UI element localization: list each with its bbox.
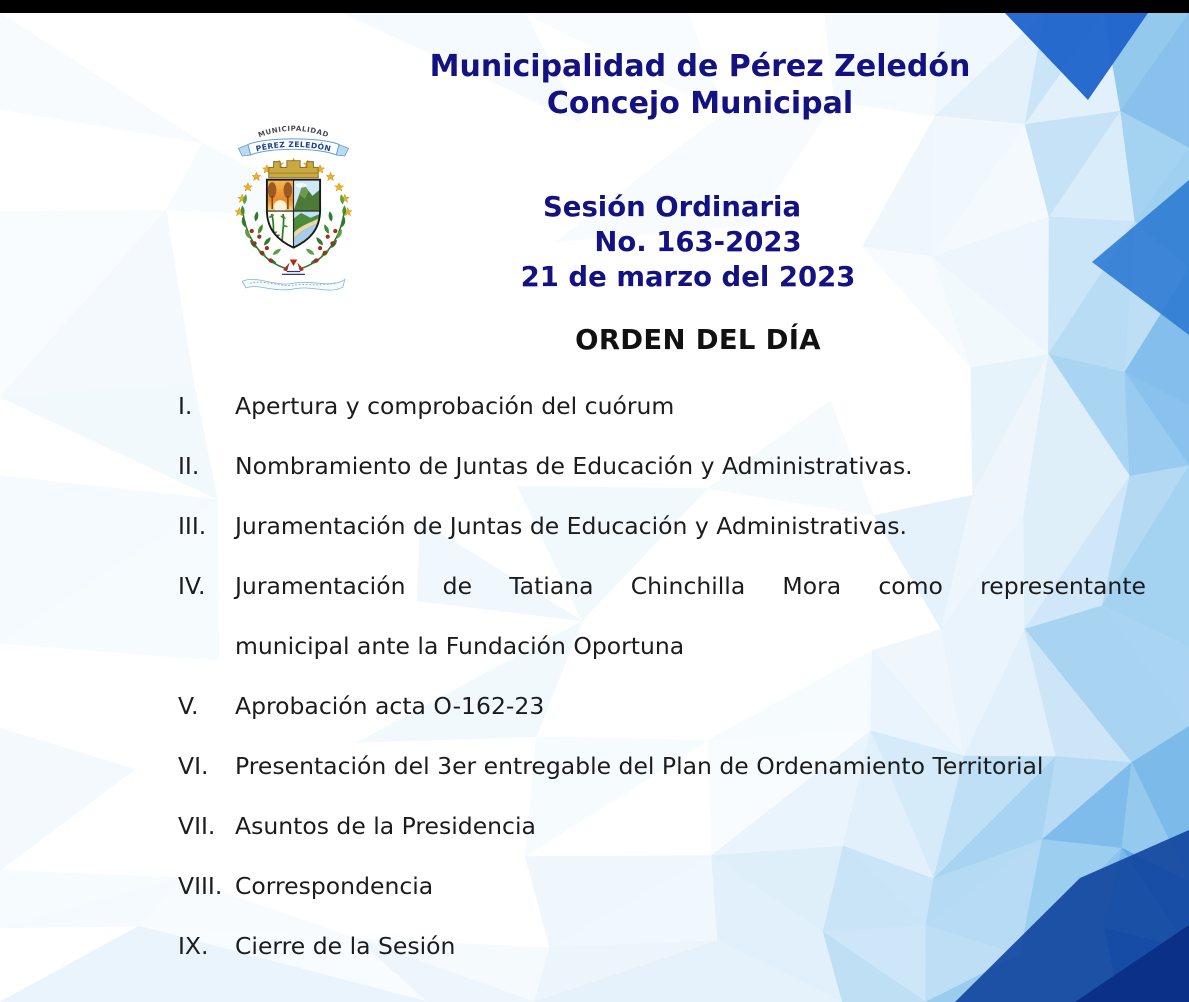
session-number: No. 163-2023 xyxy=(594,226,802,258)
session-type: Sesión Ordinaria xyxy=(542,191,802,223)
agenda-item-3 xyxy=(178,496,1146,556)
document-title xyxy=(255,48,1145,122)
item-numeral: IX. xyxy=(178,932,209,960)
item-numeral: V. xyxy=(178,692,199,720)
agenda-item-6 xyxy=(178,736,1146,796)
title-line-1: Municipalidad de Pérez Zeledón xyxy=(429,49,971,84)
agenda-item-5 xyxy=(178,676,1146,736)
agenda-item-2 xyxy=(178,436,1146,496)
agenda-item-1 xyxy=(178,376,1146,436)
agenda-item-8 xyxy=(178,856,1146,916)
item-numeral: II. xyxy=(178,452,200,480)
item-text: Asuntos de la Presidencia xyxy=(235,812,536,840)
mural-crown-icon xyxy=(269,161,318,178)
logo-top-arched-text: MUNICIPALIDAD xyxy=(256,123,331,140)
item-numeral: IV. xyxy=(178,572,206,600)
item-text: Nombramiento de Juntas de Educación y Administrativas. xyxy=(235,452,913,480)
session-date: 21 de marzo del 2023 xyxy=(520,261,856,293)
item-text: Correspondencia xyxy=(235,872,434,900)
agenda-item-4 xyxy=(178,556,1146,676)
item-numeral: III. xyxy=(178,512,207,540)
item-text: Presentación del 3er entregable del Plan de Ordenamiento Territorial xyxy=(235,752,1044,780)
agenda-heading: ORDEN DEL DÍA xyxy=(575,324,821,356)
session-info xyxy=(238,190,1138,295)
item-text: Cierre de la Sesión xyxy=(235,932,456,960)
item-text-line-1: Juramentación de Tatiana Chinchilla Mora como representante xyxy=(235,572,1146,600)
title-line-2: Concejo Municipal xyxy=(546,86,854,121)
agenda-item-9 xyxy=(178,916,1146,976)
item-text: Juramentación de Juntas de Educación y Administrativas. xyxy=(235,512,907,540)
item-text xyxy=(235,556,1146,676)
item-numeral: VII. xyxy=(178,812,216,840)
svg-text:PÉREZ ZELEDÓN: PÉREZ ZELEDÓN xyxy=(254,139,333,154)
top-black-bar xyxy=(0,0,1189,13)
item-text: Apertura y comprobación del cuórum xyxy=(235,392,675,420)
item-text-line-2: municipal ante la Fundación Oportuna xyxy=(235,632,685,660)
agenda-item-7 xyxy=(178,796,1146,856)
item-numeral: VIII. xyxy=(178,872,223,900)
logo-ribbon-banner xyxy=(238,139,348,156)
item-text: Aprobación acta O-162-23 xyxy=(235,692,545,720)
agenda-list xyxy=(178,376,1146,976)
item-numeral: I. xyxy=(178,392,193,420)
item-numeral: VI. xyxy=(178,752,209,780)
